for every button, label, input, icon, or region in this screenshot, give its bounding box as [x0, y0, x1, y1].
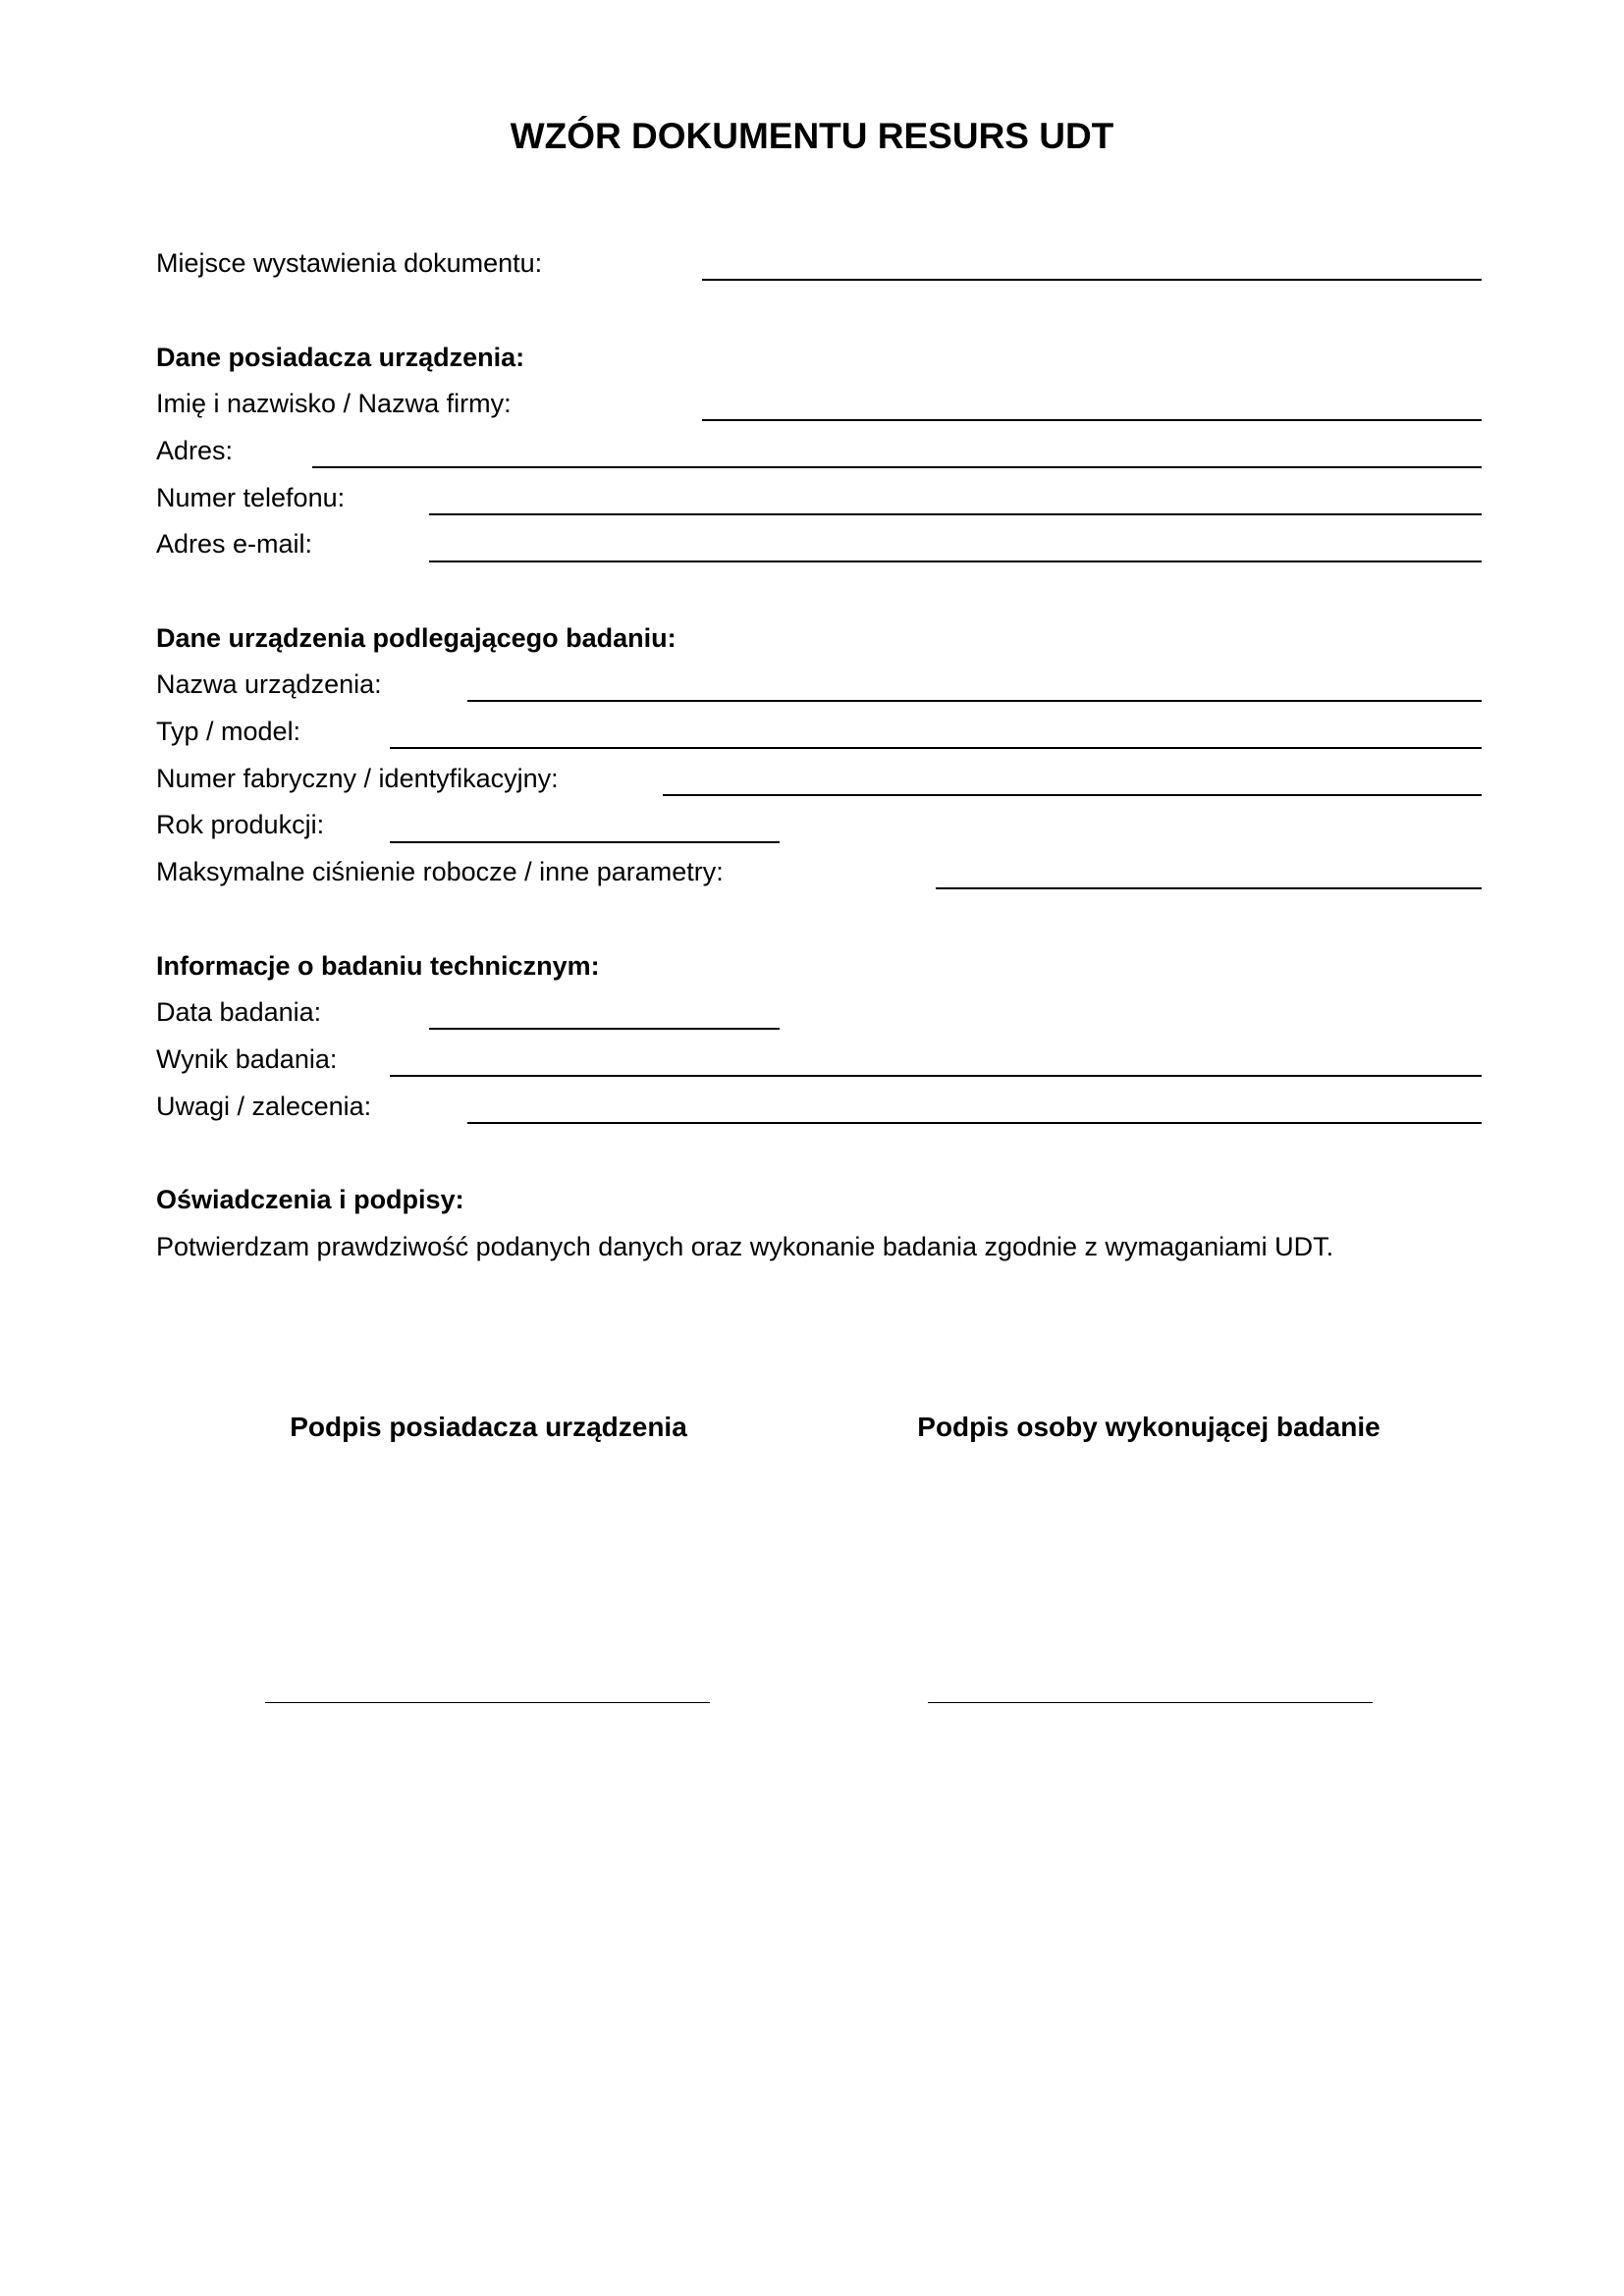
inspection-result-field[interactable] [390, 1075, 1482, 1077]
owner-name-field[interactable] [702, 419, 1482, 421]
statements-heading: Oświadczenia i podpisy: [156, 1185, 464, 1214]
device-type-label: Typ / model: [156, 717, 301, 746]
device-serial-label: Numer fabryczny / identyfikacyjny: [156, 764, 559, 793]
owner-phone-field[interactable] [429, 513, 1482, 515]
device-pressure-field[interactable] [936, 887, 1482, 889]
device-type-field[interactable] [390, 747, 1482, 749]
device-year-field[interactable] [390, 841, 780, 843]
place-field[interactable] [702, 279, 1482, 281]
owner-signature-label: Podpis posiadacza urządzenia [290, 1412, 687, 1442]
inspection-heading: Informacje o badaniu technicznym: [156, 951, 600, 981]
owner-address-label: Adres: [156, 436, 234, 465]
statements-text: Potwierdzam prawdziwość podanych danych oraz wykonanie badania zgodnie z wymaganiami UDT. [156, 1232, 1334, 1261]
device-pressure-label: Maksymalne ciśnienie robocze / inne parametry: [156, 857, 724, 886]
owner-heading: Dane posiadacza urządzenia: [156, 343, 525, 372]
inspection-result-label: Wynik badania: [156, 1044, 338, 1074]
inspection-date-field[interactable] [429, 1028, 780, 1030]
inspection-notes-field[interactable] [467, 1122, 1482, 1124]
inspector-signature-line[interactable] [928, 1702, 1373, 1703]
device-name-label: Nazwa urządzenia: [156, 669, 382, 699]
owner-address-field[interactable] [312, 466, 1482, 468]
owner-email-label: Adres e-mail: [156, 529, 313, 559]
inspection-date-label: Data badania: [156, 997, 322, 1027]
inspector-signature-label: Podpis osoby wykonującej badanie [917, 1412, 1380, 1442]
owner-email-field[interactable] [429, 561, 1482, 562]
inspection-notes-label: Uwagi / zalecenia: [156, 1092, 372, 1121]
device-serial-field[interactable] [663, 794, 1482, 796]
place-label: Miejsce wystawienia dokumentu: [156, 248, 543, 278]
owner-name-label: Imię i nazwisko / Nazwa firmy: [156, 389, 512, 418]
document-title: WZÓR DOKUMENTU RESURS UDT [510, 116, 1114, 156]
owner-signature-line[interactable] [265, 1702, 710, 1703]
device-name-field[interactable] [467, 700, 1482, 702]
device-heading: Dane urządzenia podlegającego badaniu: [156, 623, 677, 653]
device-year-label: Rok produkcji: [156, 810, 325, 839]
owner-phone-label: Numer telefonu: [156, 483, 346, 512]
